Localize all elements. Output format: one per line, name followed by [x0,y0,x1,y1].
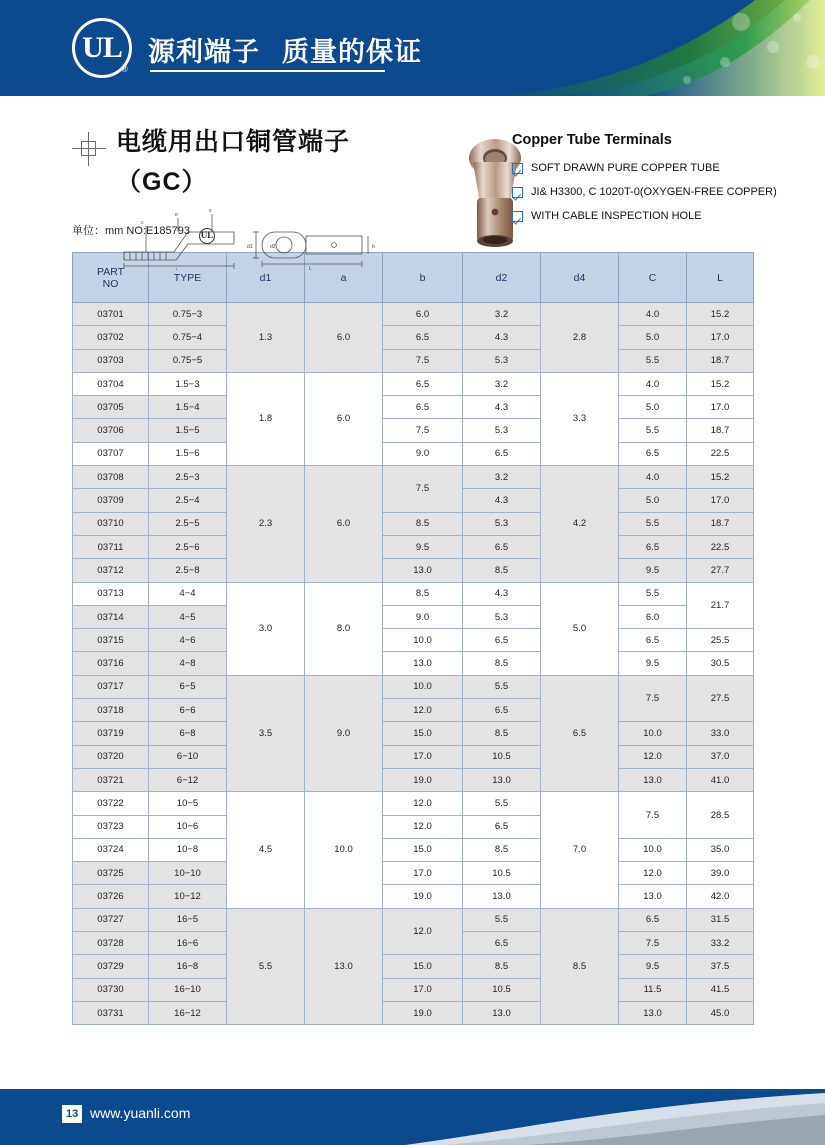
cell-type: 16−5 [149,908,227,931]
cell-l: 30.5 [687,652,754,675]
cell-l: 37.0 [687,745,754,768]
cell-l: 18.7 [687,419,754,442]
cell-c: 6.5 [619,908,687,931]
spec-item [512,210,812,222]
cell-type: 2.5−6 [149,535,227,558]
cell-type: 4−8 [149,652,227,675]
cell-d2: 4.3 [463,396,541,419]
spec-item [512,162,812,174]
cell-l: 33.0 [687,722,754,745]
cell-l: 18.7 [687,349,754,372]
table-row [73,862,754,885]
cell-part: 03714 [73,605,149,628]
drawing-label-s: s [209,208,212,214]
cell-d4: 2.8 [541,303,619,373]
cell-part: 03709 [73,489,149,512]
table-row [73,419,754,442]
cell-part: 03707 [73,442,149,465]
drawing-label-d1: d1 [247,244,253,250]
cell-a: 6.0 [305,303,383,373]
cell-part: 03713 [73,582,149,605]
cell-b: 12.0 [383,792,463,815]
cell-c: 5.5 [619,349,687,372]
cell-part: 03706 [73,419,149,442]
cell-part: 03708 [73,466,149,489]
cell-b: 9.0 [383,442,463,465]
footer-website-url[interactable]: www.yuanli.com [90,1105,191,1121]
table-row [73,1001,754,1024]
cell-type: 2.5−5 [149,512,227,535]
cell-b: 13.0 [383,559,463,582]
table-row [73,885,754,908]
cell-b: 7.5 [383,419,463,442]
cell-part: 03712 [73,559,149,582]
brand-title [148,30,422,69]
cell-type: 1.5−4 [149,396,227,419]
cell-d1: 1.8 [227,372,305,465]
cell-type: 1.5−3 [149,372,227,395]
cell-type: 6−8 [149,722,227,745]
cell-b: 6.5 [383,372,463,395]
table-row [73,466,754,489]
cell-b: 19.0 [383,768,463,791]
checkbox-icon [512,187,523,198]
cell-l: 28.5 [687,792,754,839]
drawing-label-e: e [175,212,178,218]
cell-part: 03715 [73,629,149,652]
cell-part: 03702 [73,326,149,349]
cell-d2: 13.0 [463,768,541,791]
cell-d1: 4.5 [227,792,305,908]
col-l: L [687,253,754,303]
spec-item-label: SOFT DRAWN PURE COPPER TUBE [531,162,720,174]
cell-l: 22.5 [687,535,754,558]
cell-d2: 3.2 [463,303,541,326]
cell-c: 9.5 [619,652,687,675]
cell-c: 6.5 [619,535,687,558]
cell-l: 15.2 [687,303,754,326]
cell-type: 6−5 [149,675,227,698]
cell-l: 17.0 [687,326,754,349]
cell-type: 2.5−4 [149,489,227,512]
cell-d4: 7.0 [541,792,619,908]
cell-c: 7.5 [619,792,687,839]
cell-b: 13.0 [383,652,463,675]
cell-c: 11.5 [619,978,687,1001]
cell-c: 4.0 [619,303,687,326]
cell-part: 03731 [73,1001,149,1024]
page-footer [0,1089,825,1145]
cell-d2: 5.3 [463,419,541,442]
table-row [73,768,754,791]
col-d2: d2 [463,253,541,303]
cell-c: 4.0 [619,466,687,489]
cell-l: 39.0 [687,862,754,885]
cell-d1: 5.5 [227,908,305,1024]
cell-d4: 8.5 [541,908,619,1024]
cell-type: 0.75−3 [149,303,227,326]
cell-c: 9.5 [619,955,687,978]
cell-l: 41.0 [687,768,754,791]
cell-part: 03710 [73,512,149,535]
ul-certification-logo [72,18,132,78]
cell-l: 37.5 [687,955,754,978]
col-b: b [383,253,463,303]
cell-l: 25.5 [687,629,754,652]
cell-d1: 1.3 [227,303,305,373]
unit-note [72,222,753,244]
cell-b: 9.0 [383,605,463,628]
cell-l: 18.7 [687,512,754,535]
cell-d2: 5.5 [463,675,541,698]
cell-l: 15.2 [687,466,754,489]
cell-d2: 3.2 [463,466,541,489]
table-row [73,582,754,605]
cell-type: 1.5−5 [149,419,227,442]
table-row [73,303,754,326]
cell-b: 10.0 [383,629,463,652]
table-row [73,396,754,419]
cell-d2: 10.5 [463,862,541,885]
checkbox-icon [512,163,523,174]
ul-mini-logo: UL [199,228,215,244]
cell-d2: 5.3 [463,605,541,628]
cell-d2: 8.5 [463,838,541,861]
cell-part: 03703 [73,349,149,372]
cell-c: 6.0 [619,605,687,628]
cell-b: 6.5 [383,326,463,349]
cell-b: 19.0 [383,885,463,908]
cell-l: 41.5 [687,978,754,1001]
col-c: C [619,253,687,303]
drawing-label-c: c [141,220,144,226]
cell-l: 45.0 [687,1001,754,1024]
cell-d2: 5.3 [463,512,541,535]
cell-type: 16−6 [149,932,227,955]
cell-c: 12.0 [619,862,687,885]
cell-d2: 13.0 [463,1001,541,1024]
cell-type: 4−4 [149,582,227,605]
spec-item-label: JI& H3300, C 1020T-0(OXYGEN-FREE COPPER) [531,186,777,198]
table-row [73,978,754,1001]
cell-c: 9.5 [619,559,687,582]
ul-logo-text: UL [82,31,122,64]
footer-decorative-wave [405,1089,825,1145]
product-title-cn: 电缆用出口铜管端子 [116,128,351,156]
header-decorative-swoosh [425,0,825,96]
cell-b: 17.0 [383,745,463,768]
cell-type: 1.5−6 [149,442,227,465]
cell-d2: 6.5 [463,535,541,558]
cell-d2: 6.5 [463,932,541,955]
cell-c: 5.5 [619,582,687,605]
cell-b: 6.0 [383,303,463,326]
cell-d2: 8.5 [463,652,541,675]
cell-part: 03719 [73,722,149,745]
table-row [73,838,754,861]
table-row [73,792,754,815]
cell-part: 03722 [73,792,149,815]
cell-d1: 3.0 [227,582,305,675]
cell-l: 17.0 [687,396,754,419]
cell-l: 22.5 [687,442,754,465]
table-row [73,559,754,582]
table-row [73,722,754,745]
page-number-badge: 13 [62,1105,82,1123]
cell-part: 03705 [73,396,149,419]
cell-type: 10−5 [149,792,227,815]
cell-type: 16−8 [149,955,227,978]
cell-b: 12.0 [383,908,463,955]
cell-d2: 8.5 [463,559,541,582]
cell-part: 03724 [73,838,149,861]
cell-d2: 4.3 [463,326,541,349]
cell-a: 9.0 [305,675,383,791]
cell-l: 15.2 [687,372,754,395]
unit-note-label: 单位：mm NO:E185793 [72,225,190,237]
cell-b: 19.0 [383,1001,463,1024]
table-body [73,303,754,1025]
cell-d2: 5.3 [463,349,541,372]
cell-d1: 2.3 [227,466,305,582]
brand-name-cn: 源利端子 [148,37,260,67]
page-header [0,0,825,96]
cell-part: 03725 [73,862,149,885]
cell-type: 4−6 [149,629,227,652]
cell-d2: 5.5 [463,908,541,931]
table-row [73,908,754,931]
cell-d2: 8.5 [463,955,541,978]
brand-slogan-cn: 质量的保证 [282,37,422,67]
crosshair-icon [72,132,106,166]
cell-d2: 3.2 [463,372,541,395]
cell-d2: 8.5 [463,722,541,745]
cell-c: 5.5 [619,419,687,442]
cell-type: 2.5−8 [149,559,227,582]
drawing-label-b: b [372,244,375,250]
table-row [73,652,754,675]
cell-part: 03729 [73,955,149,978]
col-part-no: PART NO [73,253,149,303]
cell-type: 4−5 [149,605,227,628]
cell-b: 8.5 [383,512,463,535]
cell-type: 6−12 [149,768,227,791]
cell-c: 12.0 [619,745,687,768]
cell-part: 03701 [73,303,149,326]
col-d1: d1 [227,253,305,303]
cell-type: 10−6 [149,815,227,838]
table-row [73,675,754,698]
cell-c: 13.0 [619,1001,687,1024]
cell-part: 03720 [73,745,149,768]
cell-d4: 6.5 [541,675,619,791]
cell-d4: 5.0 [541,582,619,675]
cell-part: 03728 [73,932,149,955]
cell-part: 03727 [73,908,149,931]
specification-table [72,252,754,1025]
cell-d2: 6.5 [463,442,541,465]
table-row [73,535,754,558]
cell-c: 5.0 [619,489,687,512]
cell-d2: 10.5 [463,745,541,768]
cell-part: 03730 [73,978,149,1001]
cell-l: 31.5 [687,908,754,931]
col-d4: d4 [541,253,619,303]
cell-l: 21.7 [687,582,754,629]
cell-type: 6−6 [149,699,227,722]
cell-d2: 13.0 [463,885,541,908]
cell-d2: 4.3 [463,489,541,512]
product-code-cn: （GC） [116,168,208,196]
spec-list [512,132,812,234]
cell-d2: 6.5 [463,629,541,652]
cell-b: 15.0 [383,722,463,745]
spec-title: Copper Tube Terminals [512,132,672,148]
cell-c: 5.0 [619,396,687,419]
spec-item [512,186,812,198]
cell-c: 13.0 [619,885,687,908]
cell-b: 8.5 [383,582,463,605]
drawing-label-L: L [309,266,312,270]
cell-b: 9.5 [383,535,463,558]
cell-b: 12.0 [383,699,463,722]
cell-part: 03726 [73,885,149,908]
table-row [73,349,754,372]
table-row [73,605,754,628]
cell-l: 17.0 [687,489,754,512]
cell-l: 33.2 [687,932,754,955]
cell-part: 03723 [73,815,149,838]
cell-d1: 3.5 [227,675,305,791]
cell-b: 17.0 [383,978,463,1001]
cell-l: 35.0 [687,838,754,861]
cell-b: 7.5 [383,466,463,513]
brand-title-underline [150,70,385,72]
spec-item-label: WITH CABLE INSPECTION HOLE [531,210,702,222]
cell-type: 0.75−5 [149,349,227,372]
cell-part: 03718 [73,699,149,722]
cell-c: 10.0 [619,838,687,861]
cell-type: 6−10 [149,745,227,768]
table-row [73,745,754,768]
cell-type: 16−10 [149,978,227,1001]
cell-b: 7.5 [383,349,463,372]
cell-a: 6.0 [305,372,383,465]
cell-d2: 10.5 [463,978,541,1001]
cell-part: 03721 [73,768,149,791]
cell-c: 7.5 [619,675,687,722]
cell-l: 27.5 [687,675,754,722]
cell-type: 10−12 [149,885,227,908]
cell-part: 03704 [73,372,149,395]
col-type: TYPE [149,253,227,303]
cell-b: 15.0 [383,955,463,978]
cell-part: 03716 [73,652,149,675]
table-row [73,955,754,978]
cell-c: 13.0 [619,768,687,791]
cell-d2: 6.5 [463,699,541,722]
drawing-label-l [176,268,177,270]
cell-a: 10.0 [305,792,383,908]
cell-d2: 5.5 [463,792,541,815]
table-row [73,512,754,535]
registered-mark: ® [121,64,127,74]
table-row [73,326,754,349]
cell-a: 13.0 [305,908,383,1024]
cell-c: 5.0 [619,326,687,349]
cell-b: 15.0 [383,838,463,861]
cell-a: 6.0 [305,466,383,582]
cell-b: 12.0 [383,815,463,838]
cell-d4: 4.2 [541,466,619,582]
cell-d2: 6.5 [463,815,541,838]
cell-type: 10−10 [149,862,227,885]
cell-b: 10.0 [383,675,463,698]
table-row [73,372,754,395]
cell-part: 03717 [73,675,149,698]
cell-c: 10.0 [619,722,687,745]
page-body [0,118,825,1025]
cell-part: 03711 [73,535,149,558]
cell-b: 17.0 [383,862,463,885]
cell-b: 6.5 [383,396,463,419]
cell-d4: 3.3 [541,372,619,465]
cell-a: 8.0 [305,582,383,675]
col-a: a [305,253,383,303]
cell-c: 6.5 [619,442,687,465]
drawing-label-d2: d2 [270,244,276,250]
cell-type: 2.5−3 [149,466,227,489]
cell-c: 4.0 [619,372,687,395]
cell-d2: 4.3 [463,582,541,605]
cell-c: 6.5 [619,629,687,652]
table-row [73,442,754,465]
cell-l: 42.0 [687,885,754,908]
cell-type: 10−8 [149,838,227,861]
table-row [73,629,754,652]
cell-c: 7.5 [619,932,687,955]
cell-c: 5.5 [619,512,687,535]
cell-type: 0.75−4 [149,326,227,349]
checkbox-icon [512,211,523,222]
cell-type: 16−12 [149,1001,227,1024]
cell-l: 27.7 [687,559,754,582]
